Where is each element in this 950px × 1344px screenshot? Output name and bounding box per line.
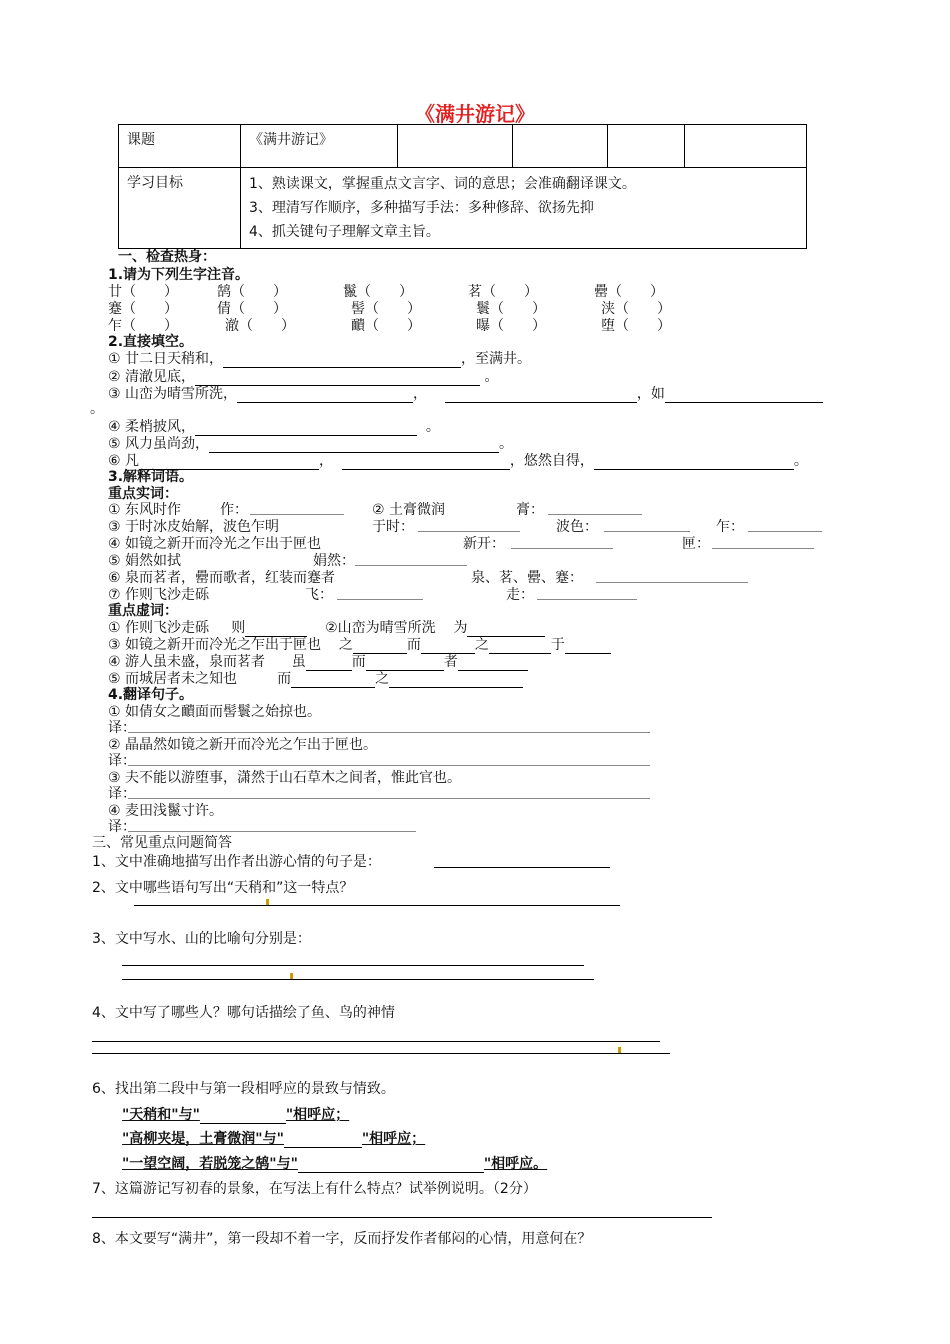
blank-field[interactable] — [337, 599, 423, 600]
qa-question: 3、文中写水、山的比喻句分别是： — [92, 931, 311, 947]
fill-text: ④ 柔梢披风， — [108, 419, 196, 435]
translate-sentence: ② 晶晶然如镜之新开而冷光之乍出于匣也。 — [108, 737, 377, 753]
xuci-text: ④ 游人虽未盛，泉而茗者 — [108, 654, 266, 670]
xuci-text: ① 作则飞沙走砾 — [108, 620, 210, 636]
empty-cell — [608, 125, 685, 168]
echo-text: "相呼应。 — [483, 1156, 548, 1172]
word-label: 膏： — [516, 502, 544, 518]
xuci-word: 为 — [453, 620, 468, 636]
translate-label: 译： — [108, 819, 136, 835]
pinyin-item: 倩（ ） — [217, 301, 287, 317]
xuci-text: ②山峦为晴雪所洗 — [325, 620, 436, 636]
fill-text: ，悠然自得， — [509, 453, 594, 469]
fill-text: ② 清澈见底， — [108, 369, 196, 385]
word-label: 泉、茗、罍、蹇： — [471, 570, 583, 586]
echo-row — [122, 1128, 425, 1148]
xuci-word: 于 — [550, 637, 565, 653]
xuci-text: ⑤ 而城居者未之知也 — [108, 671, 238, 687]
blank-field[interactable] — [748, 531, 822, 532]
empty-cell — [398, 125, 513, 168]
qa-question: 1、文中准确地描写出作者出游心情的句子是： — [92, 854, 381, 870]
translate-sentence: ③ 夫不能以游堕事，潇然于山石草木之间者，惟此官也。 — [108, 770, 461, 786]
empty-cell — [685, 125, 807, 168]
xuci-word: 者 — [443, 654, 458, 670]
question-heading: 3.解释词语。 — [108, 469, 194, 485]
fill-text: ⑤ 风力虽尚劲， — [108, 436, 210, 452]
fill-text: 。 — [90, 401, 104, 417]
blank-field[interactable] — [355, 565, 467, 566]
fill-text: 。 — [793, 453, 808, 469]
blank-field[interactable] — [200, 1109, 286, 1124]
word-item: ⑦ 作则飞沙走砾 — [108, 587, 210, 603]
blank-field[interactable] — [604, 531, 690, 532]
goal-item: 4、抓关键句子理解文章主旨。 — [249, 224, 440, 240]
fill-text: ，如 — [636, 386, 665, 402]
xuci-word: 而 — [277, 671, 292, 687]
xuci-word: 而 — [351, 654, 366, 670]
answer-line[interactable] — [434, 867, 610, 868]
fill-text: ① 廿二日天稍和， — [108, 351, 224, 367]
word-item: ⑤ 娟然如拭 — [108, 553, 182, 569]
xuci-word: 则 — [231, 620, 246, 636]
goals-cell — [241, 168, 807, 249]
qa-question: 6、找出第二段中与第一段相呼应的景致与情致。 — [92, 1081, 395, 1097]
answer-line[interactable] — [134, 905, 620, 906]
fill-text: ， — [413, 386, 428, 402]
pinyin-item: 茗（ ） — [468, 284, 538, 300]
question-heading: 4.翻译句子。 — [108, 687, 194, 703]
blank-field[interactable] — [596, 582, 748, 583]
qa-question: 7、这篇游记写初春的景象，在写法上有什么特点？试举例说明。（2分） — [92, 1181, 537, 1197]
blank-field[interactable] — [537, 599, 637, 600]
question-heading: 1.请为下列生字注音。 — [108, 267, 250, 283]
translate-label: 译： — [108, 753, 136, 769]
translate-sentence: ① 如倩女之靧面而髻鬟之始掠也。 — [108, 704, 322, 720]
blank-field[interactable] — [594, 455, 794, 470]
blank-field[interactable] — [511, 548, 613, 549]
sub-heading: 重点虚词： — [108, 603, 178, 619]
info-table — [118, 124, 807, 249]
pinyin-item: 曝（ ） — [476, 318, 546, 334]
qa-question: 4、文中写了哪些人？哪句话描绘了鱼、鸟的神情 — [92, 1005, 395, 1021]
echo-text: "高柳夹堤，土膏微润"与" — [122, 1131, 284, 1147]
section-heading: 三、常见重点问题简答 — [92, 835, 232, 851]
pinyin-item: 髻（ ） — [351, 301, 421, 317]
answer-line[interactable] — [128, 765, 650, 766]
marker-dot — [290, 973, 293, 979]
xuci-text: ③ 如镜之新开而冷光之乍出于匣也 — [108, 637, 322, 653]
fill-text: 。 — [484, 369, 499, 385]
answer-line[interactable] — [122, 965, 584, 966]
echo-row — [122, 1104, 349, 1124]
xuci-word: 之 — [375, 671, 390, 687]
word-label: 作： — [220, 502, 248, 518]
word-label: 匣： — [682, 536, 710, 552]
answer-line[interactable] — [92, 1217, 712, 1218]
xuci-word: 之 — [338, 637, 353, 653]
echo-text: "相呼应； — [361, 1131, 426, 1147]
fill-row — [108, 348, 531, 368]
answer-line[interactable] — [128, 732, 650, 733]
goal-item: 1、熟读课文，掌握重点文言字、词的意思；会准确翻译课文。 — [249, 176, 636, 192]
blank-field[interactable] — [565, 639, 611, 654]
answer-line[interactable] — [92, 1053, 670, 1054]
word-label: 乍： — [716, 519, 744, 535]
blank-field[interactable] — [665, 388, 823, 403]
marker-dot — [618, 1047, 621, 1053]
word-label: 飞： — [305, 587, 333, 603]
answer-line[interactable] — [92, 1041, 660, 1042]
fill-text: ，至满井。 — [461, 351, 532, 367]
blank-field[interactable] — [237, 388, 413, 403]
sub-heading: 重点实词： — [108, 486, 178, 502]
pinyin-item: 罍（ ） — [594, 284, 664, 300]
qa-question: 8、本文要写“满井”，第一段却不着一字，反而抒发作者郁闷的心情，用意何在？ — [92, 1231, 592, 1247]
word-label: 娟然： — [313, 553, 355, 569]
blank-field[interactable] — [250, 514, 344, 515]
goal-item: 3、理清写作顺序，多种描写手法：多种修辞、欲扬先抑 — [249, 200, 594, 216]
fill-text: 。 — [499, 436, 514, 452]
blank-field[interactable] — [291, 673, 375, 688]
pinyin-item: 乍（ ） — [108, 318, 178, 334]
section-heading: 一、检查热身： — [118, 249, 216, 265]
pinyin-item: 鬟（ ） — [476, 301, 546, 317]
word-item: ③ 于时冰皮始解，波色乍明 — [108, 519, 280, 535]
word-item: ④ 如镜之新开而冷光之乍出于匣也 — [108, 536, 322, 552]
word-item: ① 东风时作 — [108, 502, 182, 518]
xuci-word: 之 — [474, 637, 489, 653]
pinyin-item: 浃（ ） — [601, 301, 671, 317]
fill-text: ， — [319, 453, 334, 469]
blank-field[interactable] — [418, 531, 520, 532]
blank-field[interactable] — [445, 388, 637, 403]
question-heading: 2.直接填空。 — [108, 334, 194, 350]
pinyin-item: 廿（ ） — [108, 284, 178, 300]
answer-line[interactable] — [122, 979, 594, 980]
word-label: 走： — [506, 587, 534, 603]
value-cell-topic: 《满井游记》 — [241, 125, 398, 168]
blank-field[interactable] — [389, 673, 523, 688]
page-title: 《满井游记》 — [415, 102, 535, 126]
xuci-word: 而 — [406, 637, 421, 653]
marker-dot — [266, 899, 269, 905]
pinyin-item: 鹄（ ） — [217, 284, 287, 300]
answer-line[interactable] — [128, 798, 650, 799]
word-label: 于时： — [372, 519, 414, 535]
blank-field[interactable] — [712, 548, 814, 549]
echo-text: "一望空阔，若脱笼之鹄"与" — [122, 1156, 298, 1172]
translate-sentence: ④ 麦田浅鬣寸许。 — [108, 803, 224, 819]
blank-field[interactable] — [342, 455, 510, 470]
label-cell-topic: 课题 — [119, 125, 241, 168]
word-label: 波色： — [556, 519, 598, 535]
echo-text: "相呼应； — [285, 1107, 350, 1123]
fill-text: 。 — [425, 419, 440, 435]
fill-row — [108, 450, 808, 470]
word-item: ② 土膏微润 — [372, 502, 446, 518]
fill-row — [108, 383, 823, 403]
empty-cell — [513, 125, 608, 168]
blank-field[interactable] — [548, 514, 642, 515]
label-cell-goals: 学习目标 — [119, 168, 241, 249]
fill-text: ③ 山峦为晴雪所洗， — [108, 386, 238, 402]
pinyin-item: 澈（ ） — [225, 318, 295, 334]
word-label: 新开： — [463, 536, 505, 552]
blank-field[interactable] — [298, 1158, 484, 1173]
pinyin-item: 蹇（ ） — [108, 301, 178, 317]
echo-text: "天稍和"与" — [122, 1107, 200, 1123]
pinyin-item: 靧（ ） — [351, 318, 421, 334]
word-item: ⑥ 泉而茗者，罍而歌者，红装而蹇者 — [108, 570, 336, 586]
qa-question: 2、文中哪些语句写出“天稍和”这一特点？ — [92, 880, 354, 896]
translate-label: 译： — [108, 720, 136, 736]
blank-field[interactable] — [284, 1133, 362, 1148]
xuci-word: 虽 — [291, 654, 306, 670]
echo-row — [122, 1153, 547, 1173]
fill-text: ⑥ 凡 — [108, 453, 140, 469]
translate-label: 译： — [108, 786, 136, 802]
pinyin-item: 鬣（ ） — [343, 284, 413, 300]
pinyin-item: 堕（ ） — [601, 318, 671, 334]
